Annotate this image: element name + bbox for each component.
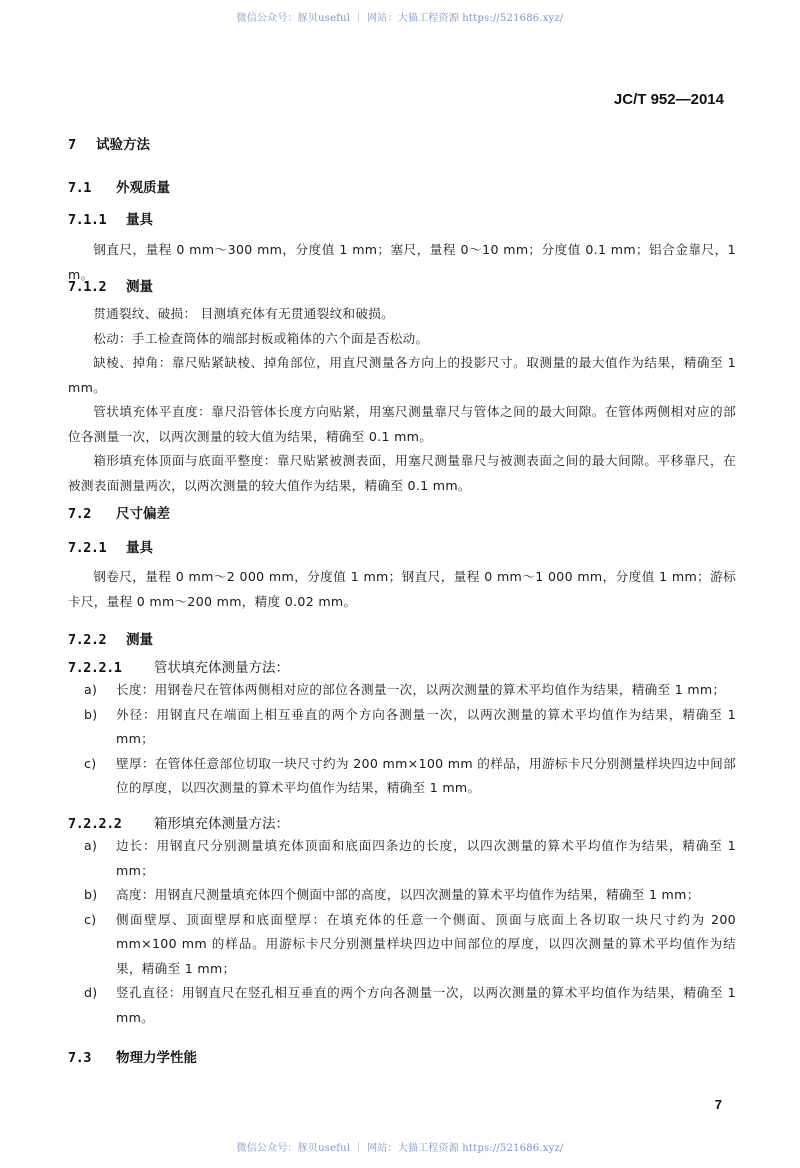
section-title: 试验方法 <box>96 137 150 153</box>
section-7-2-2-heading <box>68 628 736 648</box>
section-7-1-2-heading <box>68 275 736 295</box>
list-item-text: 长度：用钢卷尺在管体两侧相对应的部位各测量一次，以两次测量的算术平均值作为结果，精确至 1 mm； <box>116 682 726 697</box>
list-item-text: 竖孔直径：用钢直尺在竖孔相互垂直的两个方向各测量一次，以两次测量的算术平均值作为结果，精确至 1 mm。 <box>116 985 736 1025</box>
list-marker: c) <box>84 755 97 771</box>
section-title: 管状填充体测量方法： <box>154 660 289 676</box>
list-7-2-2-1 <box>68 678 736 801</box>
list-7-2-2-2 <box>68 834 736 1030</box>
section-number: 7 <box>68 137 76 153</box>
list-item <box>68 908 736 982</box>
list-marker: b) <box>84 706 98 722</box>
section-number: 7.1 <box>68 180 91 196</box>
list-item-text: 高度：用钢直尺测量填充体四个侧面中部的高度，以四次测量的算术平均值作为结果，精确至 1 mm； <box>116 887 700 902</box>
section-number: 7.2 <box>68 506 91 522</box>
list-item-text: 外径：用钢直尺在端面上相互垂直的两个方向各测量一次，以两次测量的算术平均值作为结果，精确至 1 mm； <box>116 706 736 746</box>
list-item <box>68 752 736 801</box>
section-7-2-1-heading <box>68 536 736 556</box>
list-item <box>68 883 736 908</box>
section-7-heading <box>68 133 736 153</box>
list-marker: a) <box>84 838 98 853</box>
section-7-2-2-1-heading <box>68 656 736 676</box>
section-7-2-2-2-heading <box>68 812 736 832</box>
section-7-2-heading <box>68 502 736 522</box>
section-title: 测量 <box>126 279 153 295</box>
section-7-1-1-text: 钢直尺，量程 0 mm～300 mm，分度值 1 mm；塞尺，量程 0～10 mm；分度值 0.1 mm；铝合金靠尺，1 m。 <box>68 242 736 282</box>
section-7-1-2-body <box>68 302 736 498</box>
section-7-1-1-heading <box>68 208 736 228</box>
list-item <box>68 703 736 752</box>
list-marker: d) <box>84 985 98 1000</box>
list-item <box>68 981 736 1030</box>
watermark-bottom: 微信公众号：豚贝useful ｜ 网站：大猫工程资源 https://521686.xyz/ <box>236 1143 564 1154</box>
section-7-2-1-text: 钢卷尺，量程 0 mm～2 000 mm，分度值 1 mm；钢直尺，量程 0 mm～1 000 mm，分度值 1 mm；游标卡尺，量程 0 mm～200 mm，精度 0.02 mm。 <box>68 569 736 609</box>
section-number: 7.2.1 <box>68 540 107 556</box>
list-item <box>68 678 736 703</box>
list-item-text: 侧面壁厚、顶面壁厚和底面壁厚：在填充体的任意一个侧面、顶面与底面上各切取一块尺寸约为 200 mm×100 mm 的样品。用游标卡尺分别测量样块四边中间部位的厚度，以四次测量的算术平均值作为结果，精确至 1 mm； <box>116 911 736 976</box>
section-number: 7.3 <box>68 1050 91 1066</box>
section-title: 外观质量 <box>116 180 170 196</box>
list-marker: b) <box>84 887 98 902</box>
section-number: 7.2.2 <box>68 632 107 648</box>
paragraph: 松动：手工检查筒体的端部封板或箱体的六个面是否松动。 <box>93 330 429 346</box>
section-number: 7.2.2.2 <box>68 816 122 832</box>
paragraph: 贯通裂纹、破损： 目测填充体有无贯通裂纹和破损。 <box>93 306 395 321</box>
list-item-text: 边长：用钢直尺分别测量填充体顶面和底面四条边的长度，以四次测量的算术平均值作为结果，精确至 1 mm； <box>116 838 736 878</box>
standard-code: JC/T 952—2014 <box>613 91 724 108</box>
section-7-3-heading <box>68 1046 736 1066</box>
section-title: 物理力学性能 <box>116 1050 197 1066</box>
list-item <box>68 834 736 883</box>
section-title: 尺寸偏差 <box>116 506 170 522</box>
section-title: 量具 <box>126 540 153 556</box>
list-marker: a) <box>84 682 98 697</box>
section-title: 测量 <box>126 632 153 648</box>
watermark-top: 微信公众号：豚贝useful ｜ 网站：大猫工程资源 https://521686.xyz/ <box>236 13 564 24</box>
section-number: 7.1.2 <box>68 279 107 295</box>
paragraph: 缺棱、掉角：靠尺贴紧缺棱、掉角部位，用直尺测量各方向上的投影尺寸。取测量的最大值作为结果，精确至 1 mm。 <box>68 355 736 395</box>
paragraph: 管状填充体平直度：靠尺沿管体长度方向贴紧，用塞尺测量靠尺与管体之间的最大间隙。在管体两侧相对应的部位各测量一次，以两次测量的较大值为结果，精确至 0.1 mm。 <box>68 404 736 444</box>
list-item-text: 壁厚：在管体任意部位切取一块尺寸约为 200 mm×100 mm 的样品，用游标卡尺分别测量样块四边中间部位的厚度，以四次测量的算术平均值作为结果，精确至 1 mm。 <box>116 755 736 795</box>
list-marker: c) <box>84 911 97 927</box>
section-title: 量具 <box>126 212 153 228</box>
paragraph: 箱形填充体顶面与底面平整度：靠尺贴紧被测表面，用塞尺测量靠尺与被测表面之间的最大间隙。平移靠尺，在被测表面测量两次，以两次测量的较大值作为结果，精确至 0.1 mm。 <box>68 453 736 493</box>
page-number: 7 <box>714 1097 722 1112</box>
section-7-1-heading <box>68 176 736 196</box>
section-title: 箱形填充体测量方法： <box>154 816 289 832</box>
section-number: 7.2.2.1 <box>68 660 122 676</box>
section-number: 7.1.1 <box>68 212 107 228</box>
